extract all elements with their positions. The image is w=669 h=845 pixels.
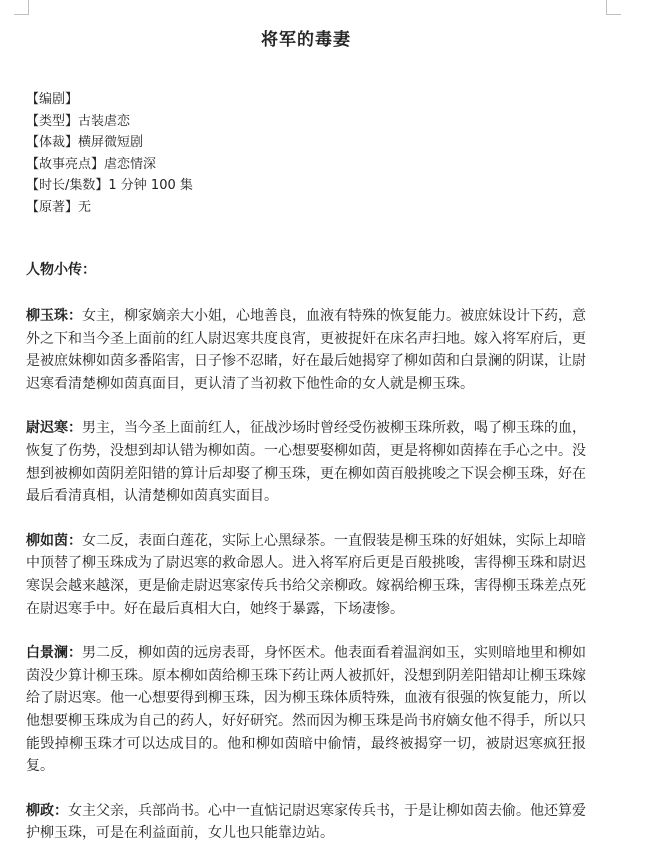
section-heading-character-bios: 人物小传：: [26, 262, 96, 278]
meta-original-work: [26, 197, 586, 219]
character-bio-bai-jinglan: [26, 642, 586, 778]
meta-info-block: [26, 89, 586, 218]
meta-format: [26, 132, 586, 154]
character-description: 男主，当今圣上面前红人，征战沙场时曾经受伤被柳玉珠所救，喝了柳玉珠的血，恢复了伤势，没想到却认错为柳如茵。一心想要娶柳如茵，更是将柳如茵捧在手心之中。没想到被柳如茵阴差阳错的算计后却娶了柳玉珠，更在柳如茵百般挑唆之下误会柳玉珠，好在最后看清真相，认清楚柳如茵真实面目。: [26, 420, 586, 505]
character-bio-liu-yuzhu: [26, 305, 586, 395]
meta-value: 虐恋情深: [104, 156, 157, 172]
meta-label: 【故事亮点】: [26, 156, 105, 172]
character-name: 柳如茵：: [26, 532, 82, 549]
meta-duration: [26, 175, 586, 197]
character-name: 柳玉珠：: [26, 308, 82, 324]
meta-genre: [26, 111, 586, 133]
character-name: 白景澜：: [26, 645, 82, 662]
meta-label: 【体裁】: [26, 135, 79, 150]
meta-screenwriter: [26, 89, 586, 111]
meta-value: 无: [78, 199, 92, 215]
meta-label: 【类型】: [26, 113, 79, 129]
meta-highlight: [26, 154, 586, 176]
meta-label: 【编剧】: [26, 92, 79, 107]
character-bio-yuchi-han: [26, 417, 586, 507]
character-description: 女主父亲，兵部尚书。心中一直惦记尉迟寒家传兵书，于是让柳如茵去偷。他还算爱护柳玉珠，可是在利益面前，女儿也只能靠边站。: [26, 802, 586, 842]
document-page: [26, 0, 586, 845]
character-name: 尉迟寒：: [26, 420, 82, 437]
meta-value: 横屏微短剧: [78, 135, 144, 150]
character-description: 女主，柳家嫡亲大小姐，心地善良，血液有特殊的恢复能力。被庶妹设计下药，意外之下和当今圣上面前的红人尉迟寒共度良宵，更被捉奸在床名声扫地。嫁入将军府后，更是被庶妹柳如茵多番陷害，日子惨不忍睹，好在最后她揭穿了柳如茵和白景澜的阴谋，让尉迟寒看清楚柳如茵真面目，更认清了当初救下他性命的女人就是柳玉珠。: [26, 308, 586, 392]
page-corner-mark-right: [606, 0, 621, 15]
character-bio-liu-zheng: [26, 800, 586, 845]
meta-label: 【时长/集数】: [26, 178, 109, 193]
character-description: 男二反，柳如茵的远房表哥，身怀医术。他表面看着温润如玉，实则暗地里和柳如茵没少算计柳玉珠。原本柳如茵给柳玉珠下药让两人被抓奸，没想到阴差阳错却让柳玉珠嫁给了尉迟寒。他一心想要得到柳玉珠，因为柳玉珠体质特殊，血液有很强的恢复能力，所以他想要柳玉珠成为自己的药人，好好研究。然而因为柳玉珠是尚书府嫡女他不得手，所以只能毁掉柳玉珠才可以达成目的。他和柳如茵暗中偷情，最终被揭穿一切，被尉迟寒疯狂报复。: [26, 645, 586, 775]
character-description: 女二反，表面白莲花，实际上心黑绿茶。一直假装是柳玉珠的好姐妹，实际上却暗中顶替了柳玉珠成为了尉迟寒的救命恩人。进入将军府后更是百般挑唆，害得柳玉珠和尉迟寒误会越来越深，更是偷走尉迟寒家传兵书给父亲柳政。嫁祸给柳玉珠，害得柳玉珠差点死在尉迟寒手中。好在最后真相大白，她终于暴露，下场凄惨。: [26, 532, 586, 617]
document-title: 将军的毒妻: [261, 30, 351, 50]
meta-label: 【原著】: [26, 199, 79, 215]
meta-value: 1 分钟 100 集: [108, 178, 193, 193]
character-name: 柳政：: [26, 802, 68, 819]
meta-value: 古装虐恋: [78, 113, 131, 129]
character-bio-liu-ruyin: [26, 530, 586, 620]
